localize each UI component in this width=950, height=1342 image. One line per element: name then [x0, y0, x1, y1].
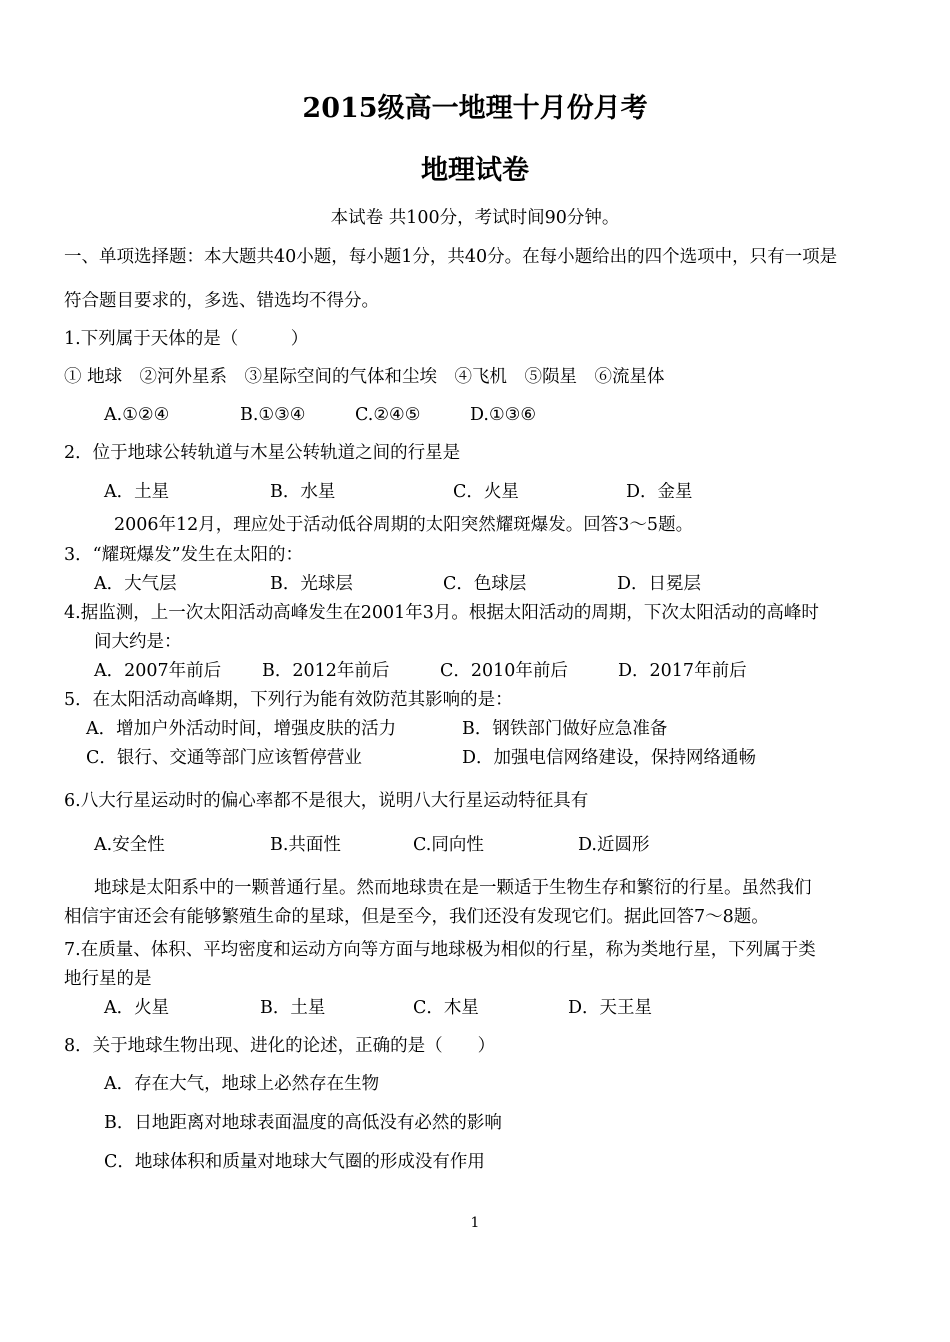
q4-option-d: D．2017年前后: [618, 661, 747, 681]
q4-stem-line2: 间大约是：: [94, 632, 182, 652]
passage-2-line1: 地球是太阳系中的一颗普通行星。然而地球贵在是一颗适于生物生存和繁衍的行星。虽然我们: [94, 878, 812, 898]
q1-option-b: B.①③④: [240, 405, 306, 425]
q1-items: ① 地球 ②河外星系 ③星际空间的气体和尘埃 ④飞机 ⑤陨星 ⑥流星体: [64, 367, 665, 387]
q5-option-a: A．增加户外活动时间，增强皮肤的活力: [86, 719, 397, 739]
q4-option-a: A．2007年前后: [94, 661, 222, 681]
q1-stem: 1.下列属于天体的是（ ）: [64, 329, 309, 349]
q7-option-a: A．火星: [104, 998, 170, 1018]
q3-option-a: A．大气层: [94, 574, 177, 594]
q5-option-b: B．钢铁部门做好应急准备: [462, 719, 668, 739]
q5-option-c: C．银行、交通等部门应该暂停营业: [86, 748, 362, 768]
q6-option-c: C.同向性: [413, 835, 484, 855]
q7-option-c: C．木星: [413, 998, 479, 1018]
q4-option-b: B．2012年前后: [262, 661, 390, 681]
q6-stem: 6.八大行星运动时的偏心率都不是很大，说明八大行星运动特征具有: [64, 791, 589, 811]
q1-option-d: D.①③⑥: [470, 405, 537, 425]
q2-option-b: B．水星: [270, 482, 336, 502]
q6-option-a: A.安全性: [94, 835, 165, 855]
q4-option-c: C．2010年前后: [440, 661, 568, 681]
q8-option-c: C．地球体积和质量对地球大气圈的形成没有作用: [104, 1152, 485, 1172]
q5-option-d: D．加强电信网络建设，保持网络通畅: [462, 748, 757, 768]
section-intro-line2: 符合题目要求的，多选、错选均不得分。: [64, 291, 379, 311]
q2-stem: 2．位于地球公转轨道与木星公转轨道之间的行星是: [64, 443, 461, 463]
exam-subtitle: 地理试卷: [421, 155, 529, 186]
q3-option-c: C．色球层: [443, 574, 527, 594]
q3-option-b: B．光球层: [270, 574, 353, 594]
q2-option-c: C．火星: [453, 482, 519, 502]
q5-stem: 5．在太阳活动高峰期，下列行为能有效防范其影响的是：: [64, 690, 513, 710]
exam-title: 2015级高一地理十月份月考: [302, 93, 648, 124]
q6-option-b: B.共面性: [270, 835, 341, 855]
q3-stem: 3．“耀斑爆发”发生在太阳的：: [64, 545, 304, 565]
q8-stem: 8．关于地球生物出现、进化的论述，正确的是（ ）: [64, 1036, 496, 1056]
passage-1: 2006年12月，理应处于活动低谷周期的太阳突然耀斑爆发。回答3～5题。: [114, 515, 694, 535]
q1-option-a: A.①②④: [104, 405, 170, 425]
passage-2-line2: 相信宇宙还会有能够繁殖生命的星球，但是至今，我们还没有发现它们。据此回答7～8题。: [64, 907, 769, 927]
q2-option-a: A．土星: [104, 482, 170, 502]
q3-option-d: D．日冕层: [617, 574, 702, 594]
q8-option-b: B．日地距离对地球表面温度的高低没有必然的影响: [104, 1113, 502, 1133]
q1-option-c: C.②④⑤: [355, 405, 421, 425]
exam-info: 本试卷 共100分，考试时间90分钟。: [330, 208, 620, 228]
q6-option-d: D.近圆形: [578, 835, 650, 855]
q2-option-d: D．金星: [626, 482, 693, 502]
q8-option-a: A．存在大气，地球上必然存在生物: [104, 1074, 380, 1094]
q7-option-d: D．天王星: [568, 998, 653, 1018]
q7-option-b: B．土星: [260, 998, 326, 1018]
q4-stem-line1: 4.据监测，上一次太阳活动高峰发生在2001年3月。根据太阳活动的周期，下次太阳活动的高峰时: [64, 603, 819, 623]
section-intro-line1: 一、单项选择题：本大题共40小题，每小题1分，共40分。在每小题给出的四个选项中，只有一项是: [64, 247, 838, 267]
page-number: 1: [470, 1215, 480, 1231]
q7-stem-line2: 地行星的是: [64, 969, 152, 989]
q7-stem-line1: 7.在质量、体积、平均密度和运动方向等方面与地球极为相似的行星，称为类地行星，下列属于类: [64, 940, 816, 960]
